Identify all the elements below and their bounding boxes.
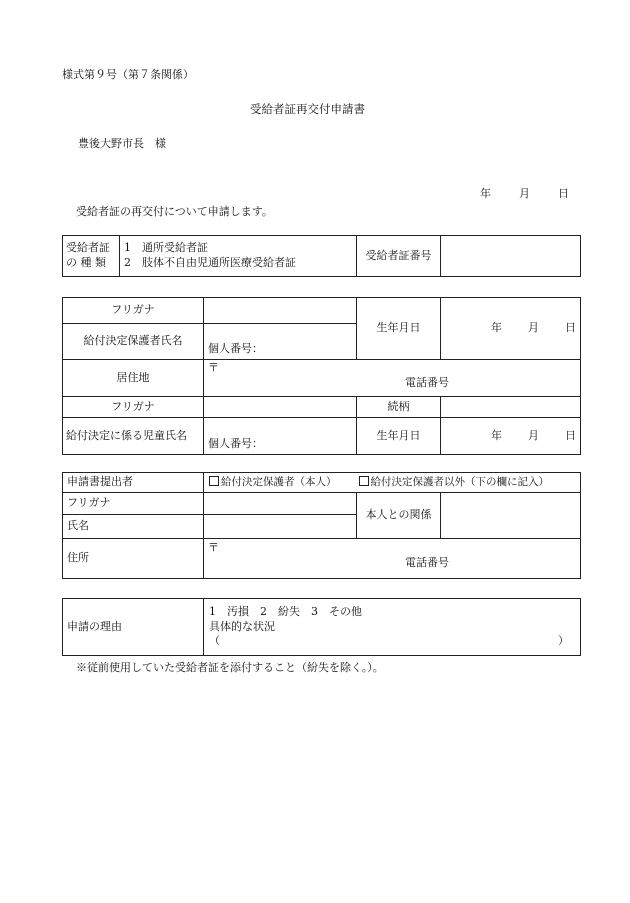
form-title: 受給者証再交付申請書	[250, 102, 365, 116]
reason-field[interactable]	[204, 599, 581, 656]
date-line	[480, 185, 569, 201]
guardian-name-field[interactable]	[204, 324, 357, 360]
guardian-birth-day: 日	[565, 321, 576, 335]
guardian-name-label: 給付決定保護者氏名	[63, 324, 204, 360]
child-birthdate-field[interactable]	[441, 418, 581, 455]
date-day-label: 日	[558, 187, 569, 200]
guardian-furigana-label: フリガナ	[63, 298, 204, 324]
certificate-table	[62, 235, 581, 277]
submitter-other-checkbox[interactable]	[359, 476, 369, 486]
submitter-furigana-label: フリガナ	[63, 493, 204, 515]
child-furigana-field[interactable]	[204, 397, 357, 418]
guardian-address-field[interactable]	[204, 360, 581, 397]
reason-paren-open: （	[209, 634, 220, 648]
guardian-furigana-field[interactable]	[204, 298, 357, 324]
submitter-other-label: 給付決定保護者以外（下の欄に記入）	[370, 476, 549, 489]
reason-label: 申請の理由	[63, 599, 204, 656]
submitter-address-field[interactable]	[204, 539, 581, 579]
cert-option-1[interactable]: 1 通所受給者証	[124, 241, 208, 255]
cert-type-label-1: 受給者証	[66, 241, 110, 255]
submitter-phone-label: 電話番号	[405, 555, 449, 569]
submitter-options	[204, 473, 581, 493]
guardian-birth-month: 月	[528, 321, 539, 335]
child-birth-day: 日	[565, 428, 576, 442]
submitter-relationship-label: 本人との関係	[357, 493, 441, 539]
submitter-self-label: 給付決定保護者（本人）	[221, 476, 337, 489]
cert-type-label-2: の 種 類	[66, 256, 106, 269]
submitter-table	[62, 472, 581, 579]
reason-options[interactable]: 1 汚損 2 紛失 3 その他	[209, 604, 362, 618]
submitter-furigana-field[interactable]	[204, 493, 357, 515]
attachment-note: ※従前使用していた受給者証を添付すること（紛失を除く。）。	[76, 661, 384, 674]
guardian-birth-year: 年	[491, 321, 502, 335]
submitter-address-label: 住所	[63, 539, 204, 579]
cert-option-2[interactable]: 2 肢体不自由児通所医療受給者証	[124, 256, 296, 269]
child-furigana-label: フリガナ	[63, 397, 204, 418]
date-month-label: 月	[519, 187, 530, 200]
cert-type-options[interactable]	[120, 236, 357, 277]
child-birth-month: 月	[528, 428, 539, 442]
form-number: 様式第９号（第７条関係）	[62, 68, 194, 81]
child-name-field[interactable]	[204, 418, 357, 455]
submitter-self-checkbox[interactable]	[209, 476, 219, 486]
submitter-name-label: 氏名	[63, 515, 204, 539]
guardian-address-label: 居住地	[63, 360, 204, 397]
submitter-postal-mark: 〒	[208, 541, 219, 554]
submitter-label: 申請書提出者	[63, 473, 204, 493]
submitter-relationship-field[interactable]	[441, 493, 581, 539]
reason-table	[62, 598, 581, 656]
child-relationship-field[interactable]	[441, 397, 581, 418]
guardian-birthdate-label: 生年月日	[357, 298, 441, 360]
child-birth-year: 年	[491, 428, 502, 442]
guardian-phone-label: 電話番号	[405, 375, 449, 389]
child-personal-number-label: 個人番号：	[208, 437, 263, 451]
child-birthdate-label: 生年月日	[357, 418, 441, 455]
guardian-postal-mark: 〒	[208, 361, 219, 374]
guardian-birthdate-field[interactable]	[441, 298, 581, 360]
reason-paren-close: ）	[558, 634, 569, 648]
cert-type-header	[63, 236, 120, 277]
reason-details-field[interactable]	[209, 634, 575, 649]
submitter-name-field[interactable]	[204, 515, 357, 539]
addressee: 豊後大野市長 様	[78, 137, 166, 150]
child-relationship-label: 続柄	[357, 397, 441, 418]
reason-details-label: 具体的な状況	[209, 619, 275, 633]
cert-number-label: 受給者証番号	[357, 236, 441, 277]
child-name-label: 給付決定に係る児童氏名	[63, 418, 204, 455]
intro-text: 受給者証の再交付について申請します。	[76, 205, 273, 218]
guardian-personal-number-label: 個人番号：	[208, 342, 263, 356]
applicant-table	[62, 297, 581, 455]
date-year-label: 年	[480, 187, 491, 200]
cert-number-field[interactable]	[441, 236, 581, 277]
